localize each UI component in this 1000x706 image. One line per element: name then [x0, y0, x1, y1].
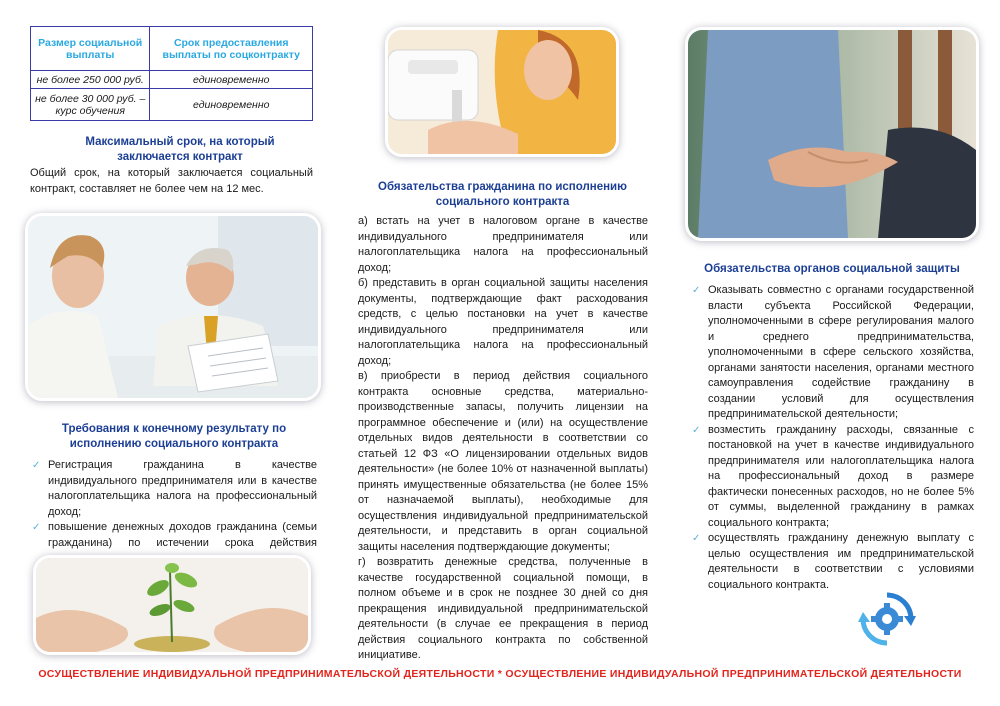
handshake-illustration — [688, 30, 976, 238]
table-cell: не более 30 000 руб. – курс обучения — [31, 89, 150, 121]
checkmark-icon: ✓ — [32, 522, 41, 533]
list-item: ✓ Регистрация гражданина в качестве индивидуального предпринимателя или в качестве налогоплательщика налога на профессиональный доход; — [32, 459, 317, 518]
list-item: в) приобрести в период действия социального контракта основные средства, материально-производственные запасы, получить лицензии на программное обеспечение и (или) на осуществление отдельных видов деятельности в соответствии со статьей 12 ФЗ «О лицензировании отдельных видов деятельности» (не более 10% от назначенной выплаты) принять имущественные обязательства (не более 15% от назначаемой выплаты), необходимые для осуществления индивидуальной предпринимательской деятельности, и представить в орган социальной защиты населения подтверждающие документы; — [358, 370, 648, 553]
requirements-list — [30, 458, 317, 567]
table-cell: единовременно — [150, 71, 313, 89]
requirements-heading: Требования к конечному результату по исполнению социального контракта — [61, 423, 287, 450]
list-item: а) встать на учет в налоговом органе в качестве индивидуального предпринимателя или налогоплательщика налога на профессиональный доход; — [358, 215, 648, 274]
list-item: ✓ возместить гражданину расходы, связанные с постановкой на учет в качестве индивидуального предпринимателя или налогоплательщика налога на профессиональный доход в размере фактически понесенных расходов, но не более 5% от суммы, выделенной гражданину в рамках социального контракта; — [692, 423, 974, 529]
table-row — [31, 71, 313, 89]
checkmark-icon: ✓ — [692, 285, 701, 296]
footer-banner: ОСУЩЕСТВЛЕНИЕ ИНДИВИДУАЛЬНОЙ ПРЕДПРИНИМАТЕЛЬСКОЙ ДЕЯТЕЛЬНОСТИ * ОСУЩЕСТВЛЕНИЕ ИНДИВИДУАЛЬНОЙ ПРЕДПРИНИМАТЕЛЬСКОЙ ДЕЯТЕЛЬНОСТИ — [38, 668, 962, 680]
checkmark-icon: ✓ — [692, 533, 701, 544]
payment-table — [30, 26, 313, 121]
authority-obligations-heading: Обязательства органов социальной защиты — [704, 263, 960, 275]
sewing-woman-photo — [388, 30, 616, 154]
citizen-obligations-heading: Обязательства гражданина по исполнению социального контракта — [378, 181, 627, 208]
list-item: ✓ повышение денежных доходов гражданина (семьи гражданина) по истечении срока действия — [32, 521, 317, 549]
max-term-text: Общий срок, на который заключается социальный контракт, составляет не более чем на 12 мес. — [30, 167, 313, 195]
sewing-woman-illustration — [388, 30, 616, 154]
table-header-term: Срок предоставления выплаты по соцконтракту — [150, 27, 313, 71]
list-item: б) представить в орган социальной защиты населения документы, подтверждающие факт расходования средств, с целью постановки на учет в качестве индивидуального предпринимателя или налогоплательщика налога на профессиональный доход; — [358, 277, 648, 367]
table-cell: не более 250 000 руб. — [31, 71, 150, 89]
table-header-amount: Размер социальной выплаты — [31, 27, 150, 71]
gear-cycle-icon — [858, 590, 916, 648]
authority-obligations-list — [690, 283, 974, 593]
checkmark-icon: ✓ — [32, 460, 41, 471]
table-cell: единовременно — [150, 89, 313, 121]
list-item: г) возвратить денежные средства, полученные в качестве государственной социальной помощи, в полном объеме и в срок не позднее 30 дней со дня прекращения индивидуальной предпринимательской деятельности (в случае ее прекращения в период действия социального контракта по собственной инициативе. — [358, 556, 648, 661]
office-meeting-photo — [28, 216, 318, 398]
table-header-row — [31, 27, 313, 71]
sprout-hands-illustration — [36, 558, 308, 652]
list-item: ✓ Оказывать совместно с органами государственной власти субъекта Российской Федерации, уполномоченными в сфере регулирования малого и среднего предпринимательства, уполномоченными в сфере сельского хозяйства, органами занятости населения, органами местного самоуправления содействие гражданину в создании условий для осуществления предпринимательской деятельности; — [692, 284, 974, 420]
office-meeting-illustration — [28, 216, 318, 398]
citizen-obligations-list — [358, 214, 648, 664]
checkmark-icon: ✓ — [692, 424, 701, 436]
table-row — [31, 89, 313, 121]
list-item: ✓ осуществлять гражданину денежную выплату с целью осуществления им предпринимательской деятельности в соответствии с условиями социального контракта. — [692, 532, 974, 591]
max-term-heading: Максимальный срок, на который заключается контракт — [85, 136, 275, 163]
handshake-photo — [688, 30, 976, 238]
sprout-hands-photo — [36, 558, 308, 652]
